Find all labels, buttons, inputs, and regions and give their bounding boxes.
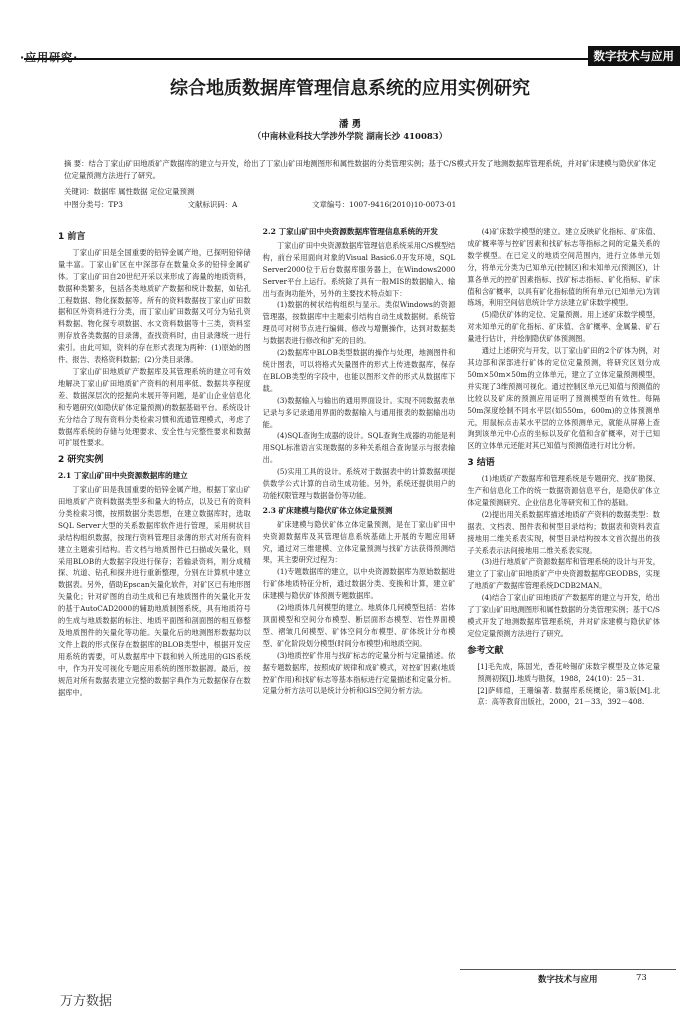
paragraph: 矿床建模与隐伏矿体立体定量预测，是在丁家山矿田中央资源数据库及其管理信息系统基础上开展的专题应用研究，通过对三维建模、立体定量预测与找矿方法获得预测结果，其主要研究过程为： (262, 519, 456, 565)
body-columns (58, 226, 660, 966)
paragraph: 丁家山矿田中央资源数据库管理信息系统采用C/S模型结构，前台采用面向对象的Visual Basic6.0开发环境，SQL Server2000位于后台数据库服务器上，在Windows2000 Server平台上运行。系统除了具有一般MIS的数据输入、输出与查询功能外，另外的主要技术特点如下： (262, 240, 456, 298)
paragraph: (1)地质矿产数据库和管理系统是专题研究、找矿勘探、生产和信息化工作的统一数据资源信息平台，是隐伏矿体立体定量预测研究、企业信息化等研究和工作的基础。 (467, 474, 660, 507)
paragraph: (2)数据库中BLOB类型数据的操作与处理，地测图件和统计图表，可以将格式矢量图件的形式上传进数据库，保存在BLOB类型的字段中，也能以图形文件的形式从数据库下载。 (262, 348, 456, 393)
references-heading: 参考文献 (467, 645, 504, 656)
meta-line (64, 199, 658, 211)
journal-badge: 数字技术与应用 (588, 46, 681, 66)
paragraph: 丁家山矿田是我国重要的铅锌金属产地，根据丁家山矿田地质矿产资料数据类型多和量大的特点，以及已有的资料分类检索习惯，按照数据分类思想，在建立数据库时，选取SQL Server大型的关系数据库软件进行管理，采用树状目录结构组织数据，按现行资料管理目录薄的形式对所有资料建立主题索引结构。若文档与地质图件已扫描或矢量化，则采用BLOB的大数据字段进行保存；若输录资料，则分成精探、坑道、钻孔和探井进行重新整理，分别在计算机中建立数据表。另外，借助Epscan矢量化软件，对矿区已有地形图矢量化；针对矿图的自动生成和已有地质图件的矢量化开发的基于AutoCAD2000的辅助地质制图系统，具有地质符号的生成与地质数据的标注、地质平面图和剖面图的相互修整及地质图件的矢量化等功能。矢量化后的地测图形数据均以文件上载的形式保存在数据库的BLOB类型中，根据开发应用系统的需要，可从数据库中下载和转入所选用的GIS系统中，作为开发可视化专题应用系统的图形数据源。最后，按规范对所有数据表建立完整的数据字典作为元数据保存在数据库中。 (58, 485, 251, 697)
subsection-heading: 2.2 丁家山矿田中央资源数据库管理信息系统的开发 (262, 227, 438, 236)
abstract: 摘 要：结合丁家山矿田地质矿产数据库的建立与开发，给出了丁家山矿田地测图形和属性数据的分类管理实例；基于C/S模式开发了地测数据库管理系统，并对矿床建模与隐伏矿体定位定量预测方法进行了研究。 (64, 159, 657, 180)
paragraph: 通过上述研究与开发，以丁家山矿田的2个矿体为例，对其边部和深部进行矿体的定位定量预测，将研究区划分成50m×50m×50m的立体单元，建立了立体定量预测模型，并实现了3维预测可视化。通过控制区单元已知值与预测值的比较以及矿床的预测应用证明了预测模型的有效性。每隔50m深度绘制不同水平层(如550m，600m)的立体预测单元，用鼠标点击某水平层的立体预测单元，就能从屏幕上查询到该单元中心点的坐标以及矿化值和含矿概率，对于已知区的立体单元还能对其已知值与预测值进行对比分析。 (467, 346, 660, 451)
header-rule (24, 58, 676, 60)
subsection-heading: 2.3 矿床建模与隐伏矿体立体定量预测 (262, 505, 393, 515)
paragraph: (3)数据输入与输出的通用界面设计。实现不同数据表单记录与多记录通用界面的数据输入与通用报表的数据输出功能。 (262, 395, 456, 429)
author: 潘 勇 (338, 119, 362, 130)
classification: 中图分类号：TP3 (64, 200, 123, 209)
paragraph: (2)提出用关系数据库描述地质矿产资料的数据类型：数据表、文档表、图件表和树型目录结构；数据表和资料表直接地用二维关系表实现，树型目录结构按本文首次提出的孩子关系表示法间接地用二维关系表实现。 (467, 509, 660, 555)
paragraph: (4)SQL查询生成器的设计。SQL查询生成器的功能是利用SQL标准语言实现数据的多种关系组合查询显示与报表输出。 (262, 431, 456, 465)
paragraph: (5)隐伏矿体的定位、定量预测。用上述矿床数学模型，对未知单元的矿化指标、矿床值、含矿概率、金属量、矿石量进行估计，并绘制隐伏矿体预测图。 (467, 310, 660, 344)
section-heading: 1 前言 (58, 232, 86, 242)
subsection-heading: 2.1 丁家山矿田中央资源数据库的建立 (58, 471, 188, 481)
paragraph: (3)地质控矿作用与找矿标志的定量分析与定量描述。依据专题数据库，按照成矿规律和成矿模式，对控矿因素(地质控矿作用)和找矿标志等基本指标进行定量描述和定量分析。定量分析方法可以是统计分析和GIS空间分析方法。 (262, 650, 456, 696)
paragraph: (5)实用工具的设计。系统对于数据表中的计算数据项提供数学公式计算的自动生成功能。另外，系统还提供用户的功能权限管理与数据备份等功能。 (262, 467, 456, 500)
reference-item: [2]萨师煊，王珊编著. 数据库系统概论，第3版[M].北京：高等教育出版社，2000，21－33，392－408. (477, 685, 660, 707)
reference-item: [1]毛先成，陈国光，香花岭锡矿床数字模型及立体定量预测初探[J].地质与勘探，1988，24(10)：25－31. (477, 661, 660, 683)
paragraph: 丁家山矿田地质矿产数据库及其管理系统的建立可有效地解决丁家山矿田地质矿产资料的利用率低、数据共享程度差、数据深层次的挖掘尚未展开等问题，是矿山企业信息化和专题研究(如隐伏矿体定量预测)的数据基础平台。系统设计充分结合了现有资料分类检索习惯和流通管理模式，考虑了数据库系统的存储与处理要求、安全性与完整性要求和数据可扩展性要求。 (58, 366, 251, 448)
paragraph: 丁家山矿田是全国重要的铅锌金属产地，已探明铅锌储量丰富。丁家山矿区在中深部存在数量众多的铅锌金属矿体。丁家山矿田自20世纪开采以来形成了海量的地质资料，数据种类繁多，包括各类地质矿产数据和统计数据，如钻孔工程数据、物化探数据等。所有的资料数据按丁家山矿田数据和区外资料进行分类，而丁家山矿田数据又可分为钻孔资料数据、物化探专项数据、水文资料数据等十三类，资料室则存放各类数据的目录薄，查找资料时，由目录薄统一进行索引。由此可知，资料的存在形式表现为两种：(1)原始的图件、报告、表格资料数据；(2)分类目录薄。 (58, 247, 251, 365)
section-heading: 3 结语 (467, 458, 495, 469)
affiliation: （中南林业科技大学涉外学院 湖南长沙 410083） (252, 132, 448, 142)
watermark: 万方数据 (60, 994, 113, 1009)
paragraph: (4)矿床数学模型的建立。建立反映矿化指标、矿床值、成矿概率等与控矿因素和找矿标志等指标之间的定量关系的数学模型。在已定义的地质空间范围内，进行立体单元划分，将单元分类为已知单元(控制区)和未知单元(预测区)，计算各单元的控矿因素指标、找矿标志指标、矿化指标、矿床值和含矿概率，以具有矿化指标值的所有单元(已知单元)为训练场，利用空间信息统计学方法建立矿床数学模型。 (467, 227, 660, 308)
doc-code: 文献标识码：A (187, 200, 238, 209)
paragraph: (1)专题数据库的建立，以中央资源数据库为原始数据进行矿体地质特征分析，通过数据分类、变换和计算，建立矿床建模与隐伏矿体预测专题数据库。 (262, 567, 456, 601)
article-no: 文章编号：1007-9416(2010)10-0073-01 (312, 200, 457, 209)
paragraph: (2)地质体几何模型的建立。地质体几何模型包括：岩体顶面模型和空间分布模型、断层面形态模型、岩性界面模型、褶皱几何模型、矿体空间分布模型、矿体统计分布模型、矿化阶段划分模型(时间分布模型)和地质空间。 (262, 603, 456, 648)
paragraph: (3)进行地质矿产资源数据库和管理系统的设计与开发，建立了丁家山矿田地质矿产中央资源数据库GEODBS，实现了地质矿产数据库管理系统DCDB2MAN。 (467, 557, 660, 591)
keywords: 关键词：数据库 属性数据 定位定量预测 (64, 187, 195, 196)
footer-journal: 数字技术与应用 (538, 975, 598, 985)
page-number: 73 (636, 973, 647, 983)
section-heading: 2 研究实例 (58, 455, 104, 466)
column-tag: ·应用研究· (20, 51, 79, 64)
paragraph: (1)数据的树状结构组织与显示。类似Windows的资源管理器，按数据库中主题索引结构自动生成数据树。系统管理员可对树节点进行编辑、修改与增删操作，达到对数据类与数据表进行修改和扩充的目的。 (262, 300, 456, 346)
footer-rule (460, 969, 676, 970)
article-title: 综合地质数据库管理信息系统的应用实例研究 (170, 78, 530, 99)
paragraph: (4)结合丁家山矿田地质矿产数据库的建立与开发，给出了丁家山矿田地测图形和属性数据的分类管理实例；基于C/S模式开发了地测数据库管理系统，并对矿床建模与隐伏矿体定位定量预测方法进行了研究。 (467, 593, 660, 638)
